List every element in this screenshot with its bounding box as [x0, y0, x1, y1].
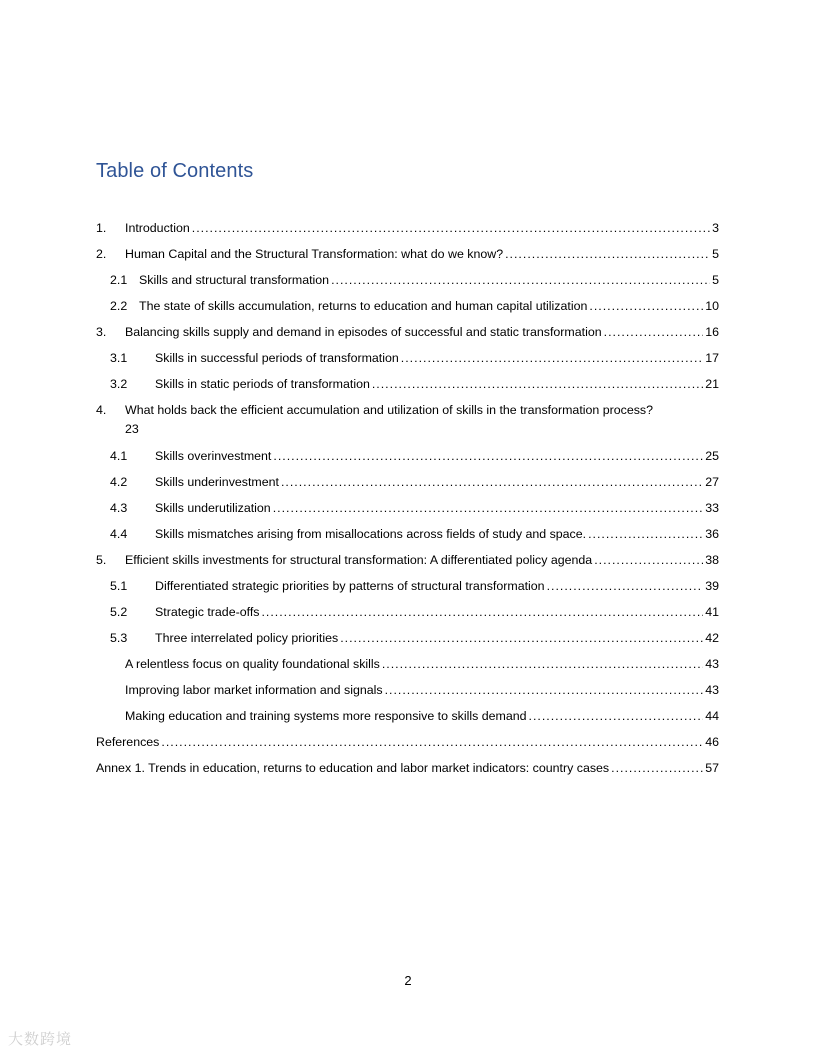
- dot-leader: [594, 551, 703, 569]
- toc-entry[interactable]: [96, 473, 719, 491]
- toc-entry-number: 4.4: [110, 527, 128, 541]
- toc-entry-text: Human Capital and the Structural Transformation: what do we know?: [125, 247, 504, 261]
- toc-entry-text: A relentless focus on quality foundational skills: [125, 657, 380, 671]
- dot-leader: [611, 759, 703, 777]
- toc-entry-page: 43: [705, 683, 719, 697]
- toc-entry-page: 21: [705, 377, 719, 391]
- toc-entry-page: 39: [705, 579, 719, 593]
- toc-entry-text: What holds back the efficient accumulation and utilization of skills in the transformation process?: [125, 403, 654, 417]
- toc-entry-page: 16: [705, 325, 719, 339]
- toc-entry[interactable]: [96, 733, 719, 751]
- toc-entry-page: 17: [705, 351, 719, 365]
- toc-entry-number: 5.: [96, 553, 107, 567]
- toc-entry[interactable]: [96, 681, 719, 699]
- toc-entry-text: References: [96, 735, 160, 749]
- dot-leader: [281, 473, 703, 491]
- dot-leader: [261, 603, 703, 621]
- dot-leader: [604, 323, 704, 341]
- toc-entry-text: Making education and training systems more responsive to skills demand: [125, 709, 527, 723]
- toc-entry[interactable]: [96, 297, 719, 315]
- toc-entry[interactable]: [96, 447, 719, 465]
- toc-entry-text: Three interrelated policy priorities: [155, 631, 339, 645]
- toc-entry-text: Skills and structural transformation: [139, 273, 330, 287]
- toc-entry-page: 38: [705, 553, 719, 567]
- dot-leader: [505, 245, 710, 263]
- dot-leader: [273, 447, 703, 465]
- dot-leader: [372, 375, 703, 393]
- dot-leader: [385, 681, 704, 699]
- toc-entry-text: Improving labor market information and signals: [125, 683, 383, 697]
- toc-entry[interactable]: [96, 349, 719, 367]
- dot-leader: [331, 271, 710, 289]
- toc-entry-page: 46: [705, 735, 719, 749]
- toc-entry-text: Skills in static periods of transformation: [155, 377, 370, 391]
- toc-entry-page: 23: [125, 422, 139, 436]
- toc-entry-page: 10: [705, 299, 719, 313]
- toc-entry-number: 4.2: [110, 475, 128, 489]
- toc-entry-text: Introduction: [125, 221, 190, 235]
- toc-entry-number: 5.3: [110, 631, 128, 645]
- toc-entry-text: Skills mismatches arising from misallocations across fields of study and space.: [155, 527, 587, 541]
- toc-entry[interactable]: [96, 577, 719, 595]
- toc-entry-number: 5.2: [110, 605, 128, 619]
- toc-entry-page: 5: [712, 247, 719, 261]
- dot-leader: [161, 733, 703, 751]
- toc-entry-text: Balancing skills supply and demand in episodes of successful and static transformation: [125, 325, 602, 339]
- dot-leader: [529, 707, 704, 725]
- toc-entry-page: 36: [705, 527, 719, 541]
- toc-entry-number: 3.: [96, 325, 107, 339]
- toc-entry-number: 2.2: [110, 299, 128, 313]
- toc-entry-page: 41: [705, 605, 719, 619]
- toc-entry[interactable]: [96, 655, 719, 673]
- toc-entry-text: The state of skills accumulation, returns to education and human capital utilization: [139, 299, 588, 313]
- toc-entry-page: 33: [705, 501, 719, 515]
- toc-entry-number: 2.1: [110, 273, 128, 287]
- page-number: 2: [404, 973, 412, 988]
- dot-leader: [401, 349, 703, 367]
- toc-entry[interactable]: [96, 629, 719, 647]
- toc-entry[interactable]: [96, 375, 719, 393]
- toc-entry-number: 3.1: [110, 351, 128, 365]
- dot-leader: [382, 655, 703, 673]
- toc-entry-page: 5: [712, 273, 719, 287]
- toc-entry-text: Skills in successful periods of transformation: [155, 351, 399, 365]
- toc-entry[interactable]: [96, 603, 719, 621]
- watermark-logo: 大数跨境: [8, 1030, 73, 1048]
- toc-entry-text: Annex 1. Trends in education, returns to education and labor market indicators: country cases: [96, 761, 610, 775]
- toc-entry-page: 57: [705, 761, 719, 775]
- toc-entry-number: 4.3: [110, 501, 128, 515]
- toc-entry-text: Strategic trade-offs: [155, 605, 260, 619]
- toc-entry[interactable]: [96, 707, 719, 725]
- toc-entry-text: Skills overinvestment: [155, 449, 272, 463]
- dot-leader: [547, 577, 704, 595]
- toc-entry-number: 4.1: [110, 449, 128, 463]
- toc-entry-number: 1.: [96, 221, 107, 235]
- toc-entry-number: 4.: [96, 403, 107, 417]
- toc-entry-page: 25: [705, 449, 719, 463]
- toc-entry[interactable]: [96, 219, 719, 237]
- toc-entry-page: 42: [705, 631, 719, 645]
- toc-entry-text: Skills underutilization: [155, 501, 271, 515]
- toc-entry-page: 43: [705, 657, 719, 671]
- dot-leader: [273, 499, 704, 517]
- toc-entry[interactable]: [96, 525, 719, 543]
- toc-entry-text: Skills underinvestment: [155, 475, 279, 489]
- toc-entry-number: 2.: [96, 247, 107, 261]
- toc-entry[interactable]: [96, 323, 719, 341]
- toc-entry-number: 3.2: [110, 377, 128, 391]
- toc-entry-page: 44: [705, 709, 719, 723]
- toc-entry[interactable]: [96, 551, 719, 569]
- toc-entry[interactable]: [96, 499, 719, 517]
- toc-entry[interactable]: [96, 759, 719, 777]
- toc-entry-text: Efficient skills investments for structural transformation: A differentiated policy agenda: [125, 553, 593, 567]
- toc-entry-number: 5.1: [110, 579, 128, 593]
- toc-entry-page: 27: [705, 475, 719, 489]
- toc-entry-text: Differentiated strategic priorities by patterns of structural transformation: [155, 579, 545, 593]
- dot-leader: [588, 525, 703, 543]
- toc-entry[interactable]: [96, 245, 719, 263]
- toc-entry-page: 3: [712, 221, 719, 235]
- dot-leader: [340, 629, 703, 647]
- dot-leader: [589, 297, 703, 315]
- toc-entry[interactable]: [96, 271, 719, 289]
- dot-leader: [192, 219, 710, 237]
- toc-heading: Table of Contents: [96, 160, 254, 182]
- table-of-contents: [96, 219, 719, 785]
- toc-entry[interactable]: [96, 401, 719, 439]
